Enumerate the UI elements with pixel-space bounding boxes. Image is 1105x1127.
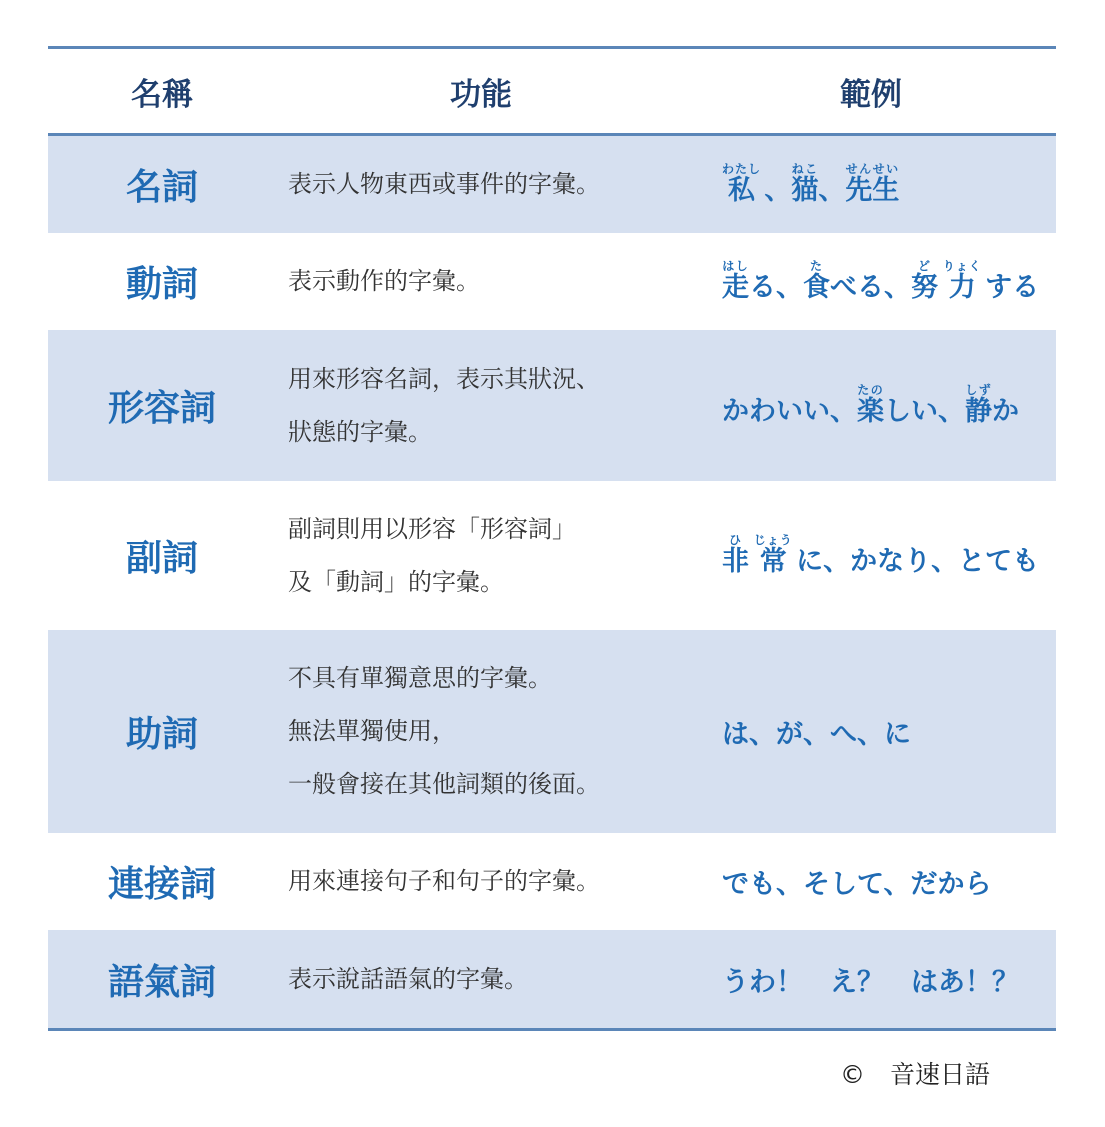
example-furigana: せんせい — [845, 162, 900, 176]
row-name: 名詞 — [125, 167, 198, 208]
table-header — [48, 49, 1056, 136]
row-function — [276, 965, 686, 994]
row-name: 動詞 — [125, 264, 198, 305]
example-text: べる、 — [830, 272, 911, 303]
table-row — [48, 233, 1056, 330]
row-name: 連接詞 — [107, 864, 216, 905]
example-kanji: 常 — [753, 546, 793, 577]
row-example — [686, 259, 1056, 304]
example-ruby — [803, 259, 830, 303]
row-example — [686, 383, 1056, 428]
row-name: 副詞 — [125, 538, 198, 579]
example-furigana: しず — [965, 383, 992, 397]
row-function — [276, 170, 686, 199]
function-line: 表示說話語氣的字彙。 — [288, 964, 528, 993]
example-ruby — [857, 383, 884, 427]
example-text: 、 — [818, 175, 846, 206]
table-row — [48, 630, 1056, 833]
example-ruby — [791, 162, 819, 206]
example-ruby — [753, 533, 793, 577]
row-name: 助詞 — [125, 714, 198, 755]
example-furigana: ど — [911, 259, 938, 273]
example-kanji: 静 — [965, 396, 992, 427]
example-kanji: 猫 — [791, 175, 819, 206]
example-kanji: 力 — [942, 272, 982, 303]
example-ruby — [965, 383, 992, 427]
table-row — [48, 481, 1056, 630]
function-line: 狀態的字彙。 — [288, 417, 432, 446]
example-furigana: た — [803, 259, 830, 273]
row-example — [686, 712, 1056, 751]
example-kanji: 非 — [722, 546, 749, 577]
function-line: 副詞則用以形容「形容詞」 — [288, 514, 576, 543]
example-furigana: たの — [857, 383, 884, 397]
function-line: 無法單獨使用， — [288, 717, 456, 745]
row-example — [686, 862, 1056, 901]
copyright: © 音速日語 — [840, 1060, 991, 1089]
example-ruby — [942, 259, 982, 303]
example-kanji: 食 — [803, 272, 830, 303]
example-text: かわいい、 — [722, 396, 857, 427]
example-ruby — [722, 259, 749, 303]
example-kanji: 楽 — [857, 396, 884, 427]
example-furigana: じょう — [753, 533, 793, 547]
function-line: 及「動詞」的字彙。 — [288, 567, 504, 596]
header-name: 名稱 — [131, 76, 193, 113]
row-function — [276, 353, 686, 459]
header-function: 功能 — [450, 76, 512, 113]
function-line: 不具有單獨意思的字彙。 — [288, 664, 552, 692]
header-example: 範例 — [840, 76, 902, 113]
function-line: 表示動作的字彙。 — [288, 267, 480, 296]
table-row — [48, 330, 1056, 481]
example-furigana: ひ — [722, 533, 749, 547]
example-text: でも、そして、だから — [722, 869, 992, 900]
example-text: しい、 — [884, 396, 965, 427]
example-furigana: ねこ — [791, 162, 819, 176]
example-text: に、かなり、とても — [786, 546, 1040, 577]
example-text: は、が、へ、に — [722, 719, 911, 750]
example-kanji: 先生 — [845, 175, 900, 206]
example-furigana: りょく — [942, 259, 982, 273]
table-body — [48, 136, 1056, 1028]
function-line: 表示人物東西或事件的字彙。 — [288, 170, 600, 199]
row-function — [276, 267, 686, 296]
example-ruby — [911, 259, 938, 303]
example-furigana: わたし — [722, 162, 762, 176]
example-ruby — [722, 162, 762, 206]
table-row — [48, 930, 1056, 1028]
example-text: 、 — [755, 175, 792, 206]
row-example — [686, 162, 1056, 207]
example-text: うわ！ え？ はあ！？ — [722, 966, 1019, 998]
row-name: 形容詞 — [107, 388, 216, 429]
table-row — [48, 136, 1056, 233]
row-function — [276, 867, 686, 896]
row-name: 語氣詞 — [107, 961, 216, 1003]
function-line: 用來連接句子和句子的字彙。 — [288, 867, 600, 896]
example-furigana: はし — [722, 259, 749, 273]
example-ruby — [722, 533, 749, 577]
row-function — [276, 503, 686, 609]
row-example — [686, 960, 1056, 999]
example-kanji: 努 — [911, 272, 938, 303]
example-kanji: 走 — [722, 272, 749, 303]
example-text: る、 — [749, 272, 803, 303]
function-line: 一般會接在其他詞類的後面。 — [288, 770, 600, 798]
example-text: か — [992, 396, 1019, 427]
example-kanji: 私 — [722, 175, 761, 206]
row-example — [686, 533, 1056, 578]
function-line: 用來形容名詞，表示其狀況、 — [288, 364, 600, 393]
parts-of-speech-table — [48, 46, 1056, 1031]
table-row — [48, 833, 1056, 930]
example-text: する — [975, 272, 1040, 303]
example-ruby — [845, 162, 900, 206]
row-function — [276, 652, 686, 811]
